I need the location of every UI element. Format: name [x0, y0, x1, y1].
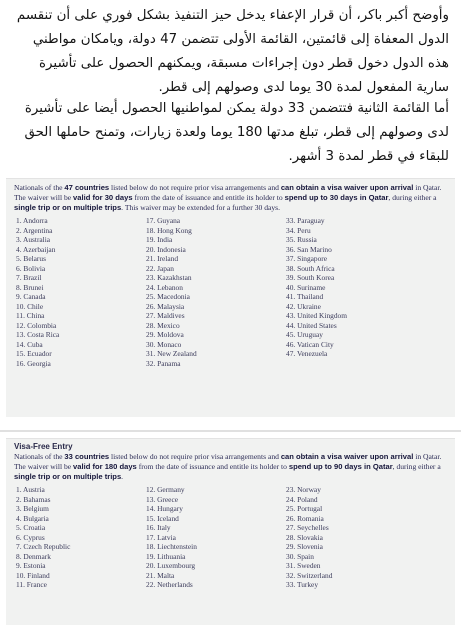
visa-free-entry-panel [6, 438, 455, 625]
country-list-item: 23. Norway [286, 485, 321, 494]
country-list-item: 29. Slovenia [286, 542, 323, 551]
list2-column-1 [16, 485, 146, 590]
country-list-item: 7. Czech Republic [16, 542, 71, 551]
country-list-item: 8. Denmark [16, 551, 51, 561]
list2-column-2 [146, 485, 286, 590]
country-list-item: 1. Andorra [16, 216, 48, 225]
country-list-item: 16. Georgia [16, 358, 51, 368]
list1-intro [6, 179, 455, 213]
country-list-item: 31. Sweden [286, 561, 321, 570]
country-list-item: 12. Germany [146, 485, 185, 494]
list2-intro-text: listed below do not require prior visa arrangements and [109, 452, 281, 461]
country-list-item: 46. Vatican City [286, 339, 334, 349]
visa-waiver-list-panel [6, 178, 455, 417]
country-list-item: 25. Macedonia [146, 292, 190, 301]
list2-intro-text: in Qatar. The waiver will be [14, 452, 442, 471]
country-list-item: 29. Moldova [146, 330, 184, 339]
country-list-item: 31. New Zealand [146, 349, 197, 358]
list2-intro-bold: spend up to 90 days in Qatar [288, 462, 393, 471]
country-list-item: 11. France [16, 580, 47, 589]
country-list-item: 5. Belarus [16, 254, 46, 263]
country-list-item: 35. Russia [286, 235, 317, 244]
list2-column-3 [286, 485, 426, 590]
country-list-item: 27. Maldives [146, 311, 185, 320]
country-list-item: 13. Costa Rica [16, 330, 60, 339]
country-list-item: 12. Colombia [16, 320, 57, 330]
list1-intro-text: listed below do not require prior visa arrangements and [109, 183, 281, 192]
list2-intro-bold: single trip or on multiple trips [14, 472, 122, 481]
country-list-item: 33. Turkey [286, 580, 319, 589]
country-list-item: 43. United Kingdom [286, 311, 347, 320]
country-list-item: 34. Peru [286, 225, 311, 235]
list1-intro-bold: spend up to 30 days in Qatar [284, 193, 389, 202]
list2-columns [6, 482, 455, 590]
list1-intro-bold: can obtain a visa waiver upon arrival [280, 183, 414, 192]
list2-intro-text: from the date of issuance and entitle its holder to [136, 462, 289, 471]
list1-column-3 [286, 216, 426, 368]
list1-intro-bold: single trip or on multiple trips [14, 203, 122, 212]
country-list-item: 19. Lithuania [146, 551, 186, 561]
country-list-item: 40. Suriname [286, 282, 326, 292]
arabic-paragraph-2: أما القائمة الثانية فتتضمن 33 دولة يمكن لمواطنيها الحصول أيضا على تأشيرة لدى وصولهم إلى قطر، تبلغ مدتها 180 يوما ولعدة زيارات، وتمنح حاملها الحق للبقاء في قطر لمدة 3 أشهر. [24, 101, 449, 164]
country-list-item: 38. South Africa [286, 263, 335, 273]
list1-intro-text: from the date of issuance and entitle its holder to [132, 193, 285, 202]
country-list-item: 45. Uruguay [286, 330, 323, 339]
country-list-item: 30. Spain [286, 551, 314, 561]
list2-intro-text: , during either a [392, 462, 441, 471]
country-list-item: 14. Hungary [146, 504, 183, 513]
country-list-item: 22. Japan [146, 263, 174, 273]
country-list-item: 4. Bulgaria [16, 513, 49, 523]
country-list-item: 24. Lebanon [146, 282, 183, 292]
country-list-item: 36. San Marino [286, 244, 332, 254]
country-list-item: 17. Guyana [146, 216, 181, 225]
list1-column-2 [146, 216, 286, 368]
country-list-item: 15. Ecuador [16, 349, 52, 358]
list1-column-1 [16, 216, 146, 368]
country-list-item: 9. Canada [16, 292, 46, 301]
country-list-item: 3. Australia [16, 235, 51, 244]
list1-intro-text: in Qatar. The waiver will be [14, 183, 442, 202]
country-list-item: 26. Malaysia [146, 301, 185, 311]
country-list-item: 21. Ireland [146, 254, 179, 263]
country-list-item: 44. United States [286, 320, 337, 330]
country-list-item: 37. Singapore [286, 254, 328, 263]
country-list-item: 10. Finland [16, 570, 50, 580]
country-list-item: 10. Chile [16, 301, 44, 311]
country-list-item: 39. South Korea [286, 273, 335, 282]
country-list-item: 18. Hong Kong [146, 225, 192, 235]
list2-intro-text: . [121, 472, 124, 481]
country-list-item: 21. Malta [146, 570, 175, 580]
list1-intro-text: . This waiver may be extended for a further 30 days. [121, 203, 281, 212]
country-list-item: 28. Mexico [146, 320, 180, 330]
country-list-item: 2. Bahamas [16, 494, 51, 504]
country-list-item: 42. Ukraine [286, 301, 321, 311]
list1-columns [6, 213, 455, 368]
country-list-item: 8. Brunei [16, 282, 44, 292]
list2-intro-bold: 33 countries [64, 452, 110, 461]
country-list-item: 11. China [16, 311, 45, 320]
country-list-item: 5. Croatia [16, 523, 46, 532]
country-list-item: 6. Bolivia [16, 263, 46, 273]
list1-intro-bold: valid for 30 days [73, 193, 133, 202]
country-list-item: 19. India [146, 235, 173, 244]
country-list-item: 22. Netherlands [146, 580, 193, 589]
country-list-item: 32. Switzerland [286, 570, 333, 580]
country-list-item: 26. Romania [286, 513, 324, 523]
country-list-item: 20. Luxembourg [146, 561, 196, 570]
list2-intro-bold: valid for 180 days [73, 462, 137, 471]
country-list-item: 32. Panama [146, 358, 181, 368]
list2-title: Visa-Free Entry [14, 442, 73, 451]
country-list-item: 13. Greece [146, 494, 179, 504]
country-list-item: 1. Austria [16, 485, 45, 494]
country-list-item: 24. Poland [286, 494, 318, 504]
list1-intro-bold: 47 countries [64, 183, 110, 192]
country-list-item: 2. Argentina [16, 225, 53, 235]
country-list-item: 33. Paraguay [286, 216, 325, 225]
country-list-item: 27. Seychelles [286, 523, 329, 532]
list1-intro-text: , during either a [388, 193, 437, 202]
list2-intro-text: Nationals of the [14, 452, 65, 461]
country-list-item: 28. Slovakia [286, 532, 323, 542]
country-list-item: 16. Italy [146, 523, 171, 532]
arabic-paragraph-1: وأوضح أكبر باكر، أن قرار الإعفاء يدخل حيز التنفيذ بشكل فوري على أن تنقسم الدول المعفاة إلى قائمتين، القائمة الأولى تتضمن 47 دولة، ويامكان مواطني هذه الدول دخول قطر دون إجراءات مسبقة، ويمكنهم الحصول على تأشيرة سارية المفعول لمدة 30 يوما لدى وصولهم إلى قطر. [16, 8, 449, 95]
country-list-item: 41. Thailand [286, 292, 324, 301]
country-list-item: 3. Belgium [16, 504, 49, 513]
country-list-item: 7. Brazil [16, 273, 42, 282]
list2-intro-bold: can obtain a visa waiver upon arrival [280, 452, 414, 461]
section-divider [0, 430, 461, 432]
country-list-item: 23. Kazakhstan [146, 273, 192, 282]
list1-intro-text: Nationals of the [14, 183, 65, 192]
country-list-item: 9. Estonia [16, 561, 46, 570]
country-list-item: 18. Liechtenstein [146, 542, 197, 551]
country-list-item: 20. Indonesia [146, 244, 186, 254]
country-list-item: 6. Cyprus [16, 532, 45, 542]
country-list-item: 47. Venezuela [286, 349, 328, 358]
country-list-item: 14. Cuba [16, 339, 43, 349]
country-list-item: 4. Azerbaijan [16, 244, 56, 254]
country-list-item: 15. Iceland [146, 513, 179, 523]
country-list-item: 17. Latvia [146, 532, 176, 542]
country-list-item: 30. Monaco [146, 339, 182, 349]
list2-intro [6, 451, 455, 482]
country-list-item: 25. Portugal [286, 504, 323, 513]
